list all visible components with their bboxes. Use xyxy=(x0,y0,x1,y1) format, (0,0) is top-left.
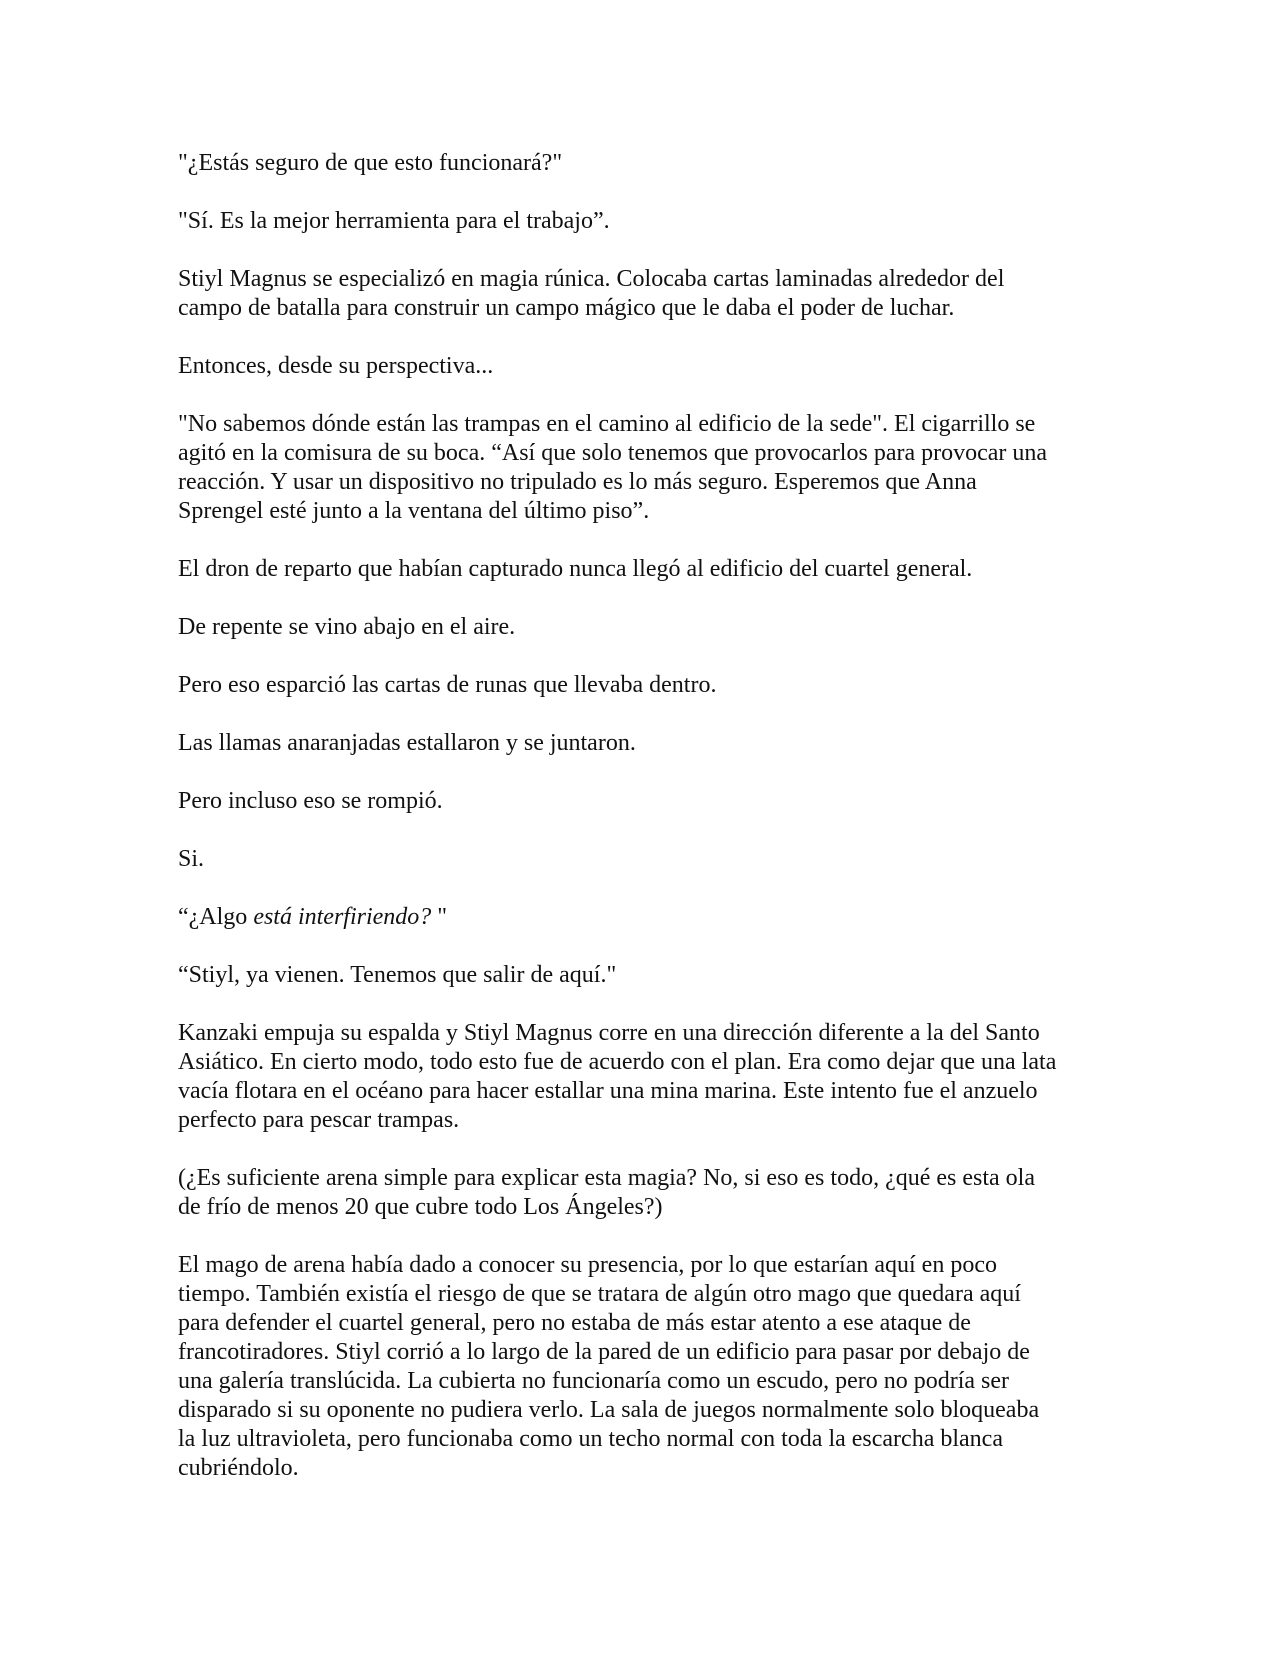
text-prefix: “¿Algo xyxy=(178,904,254,930)
paragraph-italic-question xyxy=(178,903,1118,932)
text-line: Las llamas anaranjadas estallaron y se juntaron. xyxy=(178,730,636,756)
text-line: agitó en la comisura de su boca. “Así que solo tenemos que provocarlos para provocar una xyxy=(178,440,1048,466)
text-line: Si. xyxy=(178,846,205,872)
text-line: "Sí. Es la mejor herramienta para el trabajo”. xyxy=(178,208,610,234)
paragraph xyxy=(178,410,1118,526)
paragraph xyxy=(178,845,1118,874)
text-line: Pero incluso eso se rompió. xyxy=(178,788,443,814)
text-line: de frío de menos 20 que cubre todo Los Ángeles?) xyxy=(178,1194,663,1220)
text-line: "No sabemos dónde están las trampas en el camino al edificio de la sede". El cigarrillo se xyxy=(178,411,1036,437)
paragraph xyxy=(178,352,1118,381)
text-line: El dron de reparto que habían capturado nunca llegó al edificio del cuartel general. xyxy=(178,556,973,582)
text-line: tiempo. También existía el riesgo de que se tratara de algún otro mago que quedara aquí xyxy=(178,1281,1021,1307)
text-line: una galería translúcida. La cubierta no funcionaría como un escudo, pero no podría ser xyxy=(178,1368,1010,1394)
text-line: la luz ultravioleta, pero funcionaba como un techo normal con toda la escarcha blanca xyxy=(178,1426,1003,1452)
paragraph xyxy=(178,265,1118,323)
text-line: Entonces, desde su perspectiva... xyxy=(178,353,494,379)
paragraph xyxy=(178,961,1118,990)
paragraph xyxy=(178,613,1118,642)
text-line: De repente se vino abajo en el aire. xyxy=(178,614,516,640)
paragraph xyxy=(178,671,1118,700)
text-line: cubriéndolo. xyxy=(178,1455,299,1481)
text-line: Stiyl Magnus se especializó en magia rúnica. Colocaba cartas laminadas alrededor del xyxy=(178,266,1005,292)
text-line: “Stiyl, ya vienen. Tenemos que salir de aquí." xyxy=(178,962,617,988)
paragraph xyxy=(178,1164,1118,1222)
paragraph xyxy=(178,787,1118,816)
text-line: (¿Es suficiente arena simple para explicar esta magia? No, si eso es todo, ¿qué es esta ola xyxy=(178,1165,1035,1191)
paragraph xyxy=(178,149,1118,178)
text-line: El mago de arena había dado a conocer su presencia, por lo que estarían aquí en poco xyxy=(178,1252,997,1278)
text-line: para defender el cuartel general, pero no estaba de más estar atento a ese ataque de xyxy=(178,1310,971,1336)
text-suffix: " xyxy=(431,904,448,930)
paragraph xyxy=(178,555,1118,584)
text-line: Sprengel esté junto a la ventana del último piso”. xyxy=(178,498,650,524)
text-line: perfecto para pescar trampas. xyxy=(178,1107,460,1133)
paragraph xyxy=(178,729,1118,758)
paragraph xyxy=(178,1019,1118,1135)
text-line: vacía flotara en el océano para hacer estallar una mina marina. Este intento fue el anzuelo xyxy=(178,1078,1038,1104)
document-page xyxy=(178,149,1118,1512)
text-line: Kanzaki empuja su espalda y Stiyl Magnus corre en una dirección diferente a la del Santo xyxy=(178,1020,1040,1046)
text-line: Asiático. En cierto modo, todo esto fue de acuerdo con el plan. Era como dejar que una lata xyxy=(178,1049,1057,1075)
text-line: disparado si su oponente no pudiera verlo. La sala de juegos normalmente solo bloqueaba xyxy=(178,1397,1040,1423)
text-line: Pero eso esparció las cartas de runas que llevaba dentro. xyxy=(178,672,717,698)
text-line xyxy=(178,903,1118,932)
text-line: francotiradores. Stiyl corrió a lo largo de la pared de un edificio para pasar por debajo de xyxy=(178,1339,1030,1365)
text-line: campo de batalla para construir un campo mágico que le daba el poder de luchar. xyxy=(178,295,955,321)
italic-text: está interfiriendo? xyxy=(253,904,432,930)
paragraph xyxy=(178,1251,1118,1483)
paragraph xyxy=(178,207,1118,236)
text-line: "¿Estás seguro de que esto funcionará?" xyxy=(178,150,563,176)
text-line: reacción. Y usar un dispositivo no tripulado es lo más seguro. Esperemos que Anna xyxy=(178,469,977,495)
